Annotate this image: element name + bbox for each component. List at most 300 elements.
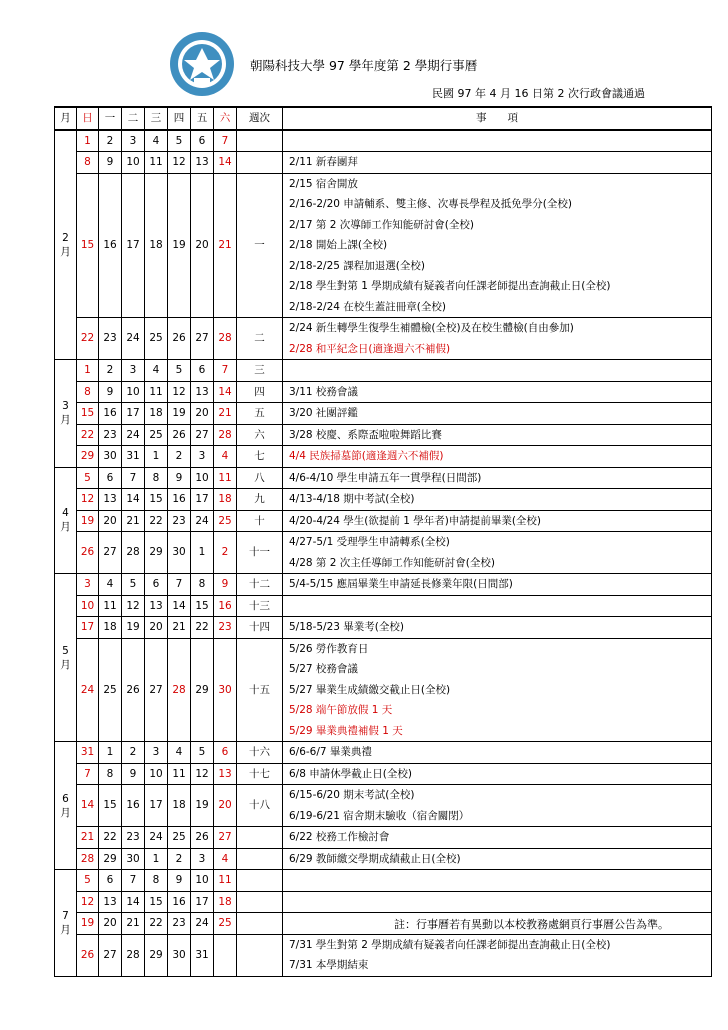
events-cell <box>283 360 712 382</box>
day-cell: 18 <box>214 489 237 511</box>
week-number-cell: 十三 <box>237 595 283 617</box>
day-cell: 4 <box>214 848 237 870</box>
day-cell: 2 <box>99 130 122 152</box>
day-cell: 17 <box>191 891 214 913</box>
month-number: 4 <box>62 507 69 520</box>
day-cell: 30 <box>168 532 191 574</box>
day-cell: 5 <box>168 360 191 382</box>
day-cell: 1 <box>145 848 168 870</box>
day-cell: 12 <box>168 152 191 174</box>
day-cell: 25 <box>168 827 191 849</box>
day-cell: 11 <box>214 467 237 489</box>
day-cell: 13 <box>191 152 214 174</box>
events-cell <box>283 403 712 425</box>
day-cell: 23 <box>168 913 191 935</box>
events-cell <box>283 827 712 849</box>
day-cell: 9 <box>99 381 122 403</box>
events-cell <box>283 489 712 511</box>
day-cell: 16 <box>99 173 122 318</box>
page-title: 朝陽科技大學 97 學年度第 2 學期行事曆 <box>250 58 478 73</box>
day-cell: 1 <box>145 446 168 468</box>
day-cell: 2 <box>168 446 191 468</box>
day-cell: 18 <box>145 173 168 318</box>
event-item: 2/11 新春團拜 <box>289 156 358 168</box>
events-cell <box>283 763 712 785</box>
day-cell: 31 <box>77 742 99 764</box>
day-cell: 5 <box>168 130 191 152</box>
events-cell <box>283 467 712 489</box>
week-row <box>55 424 712 446</box>
day-cell: 22 <box>77 424 99 446</box>
week-number-cell <box>237 152 283 174</box>
day-cell: 25 <box>145 424 168 446</box>
day-cell: 23 <box>122 827 145 849</box>
day-cell: 16 <box>168 891 191 913</box>
month-number: 2 <box>62 231 69 244</box>
day-cell: 23 <box>214 617 237 639</box>
day-cell: 31 <box>122 446 145 468</box>
month-cell <box>55 467 77 574</box>
day-cell: 14 <box>122 489 145 511</box>
week-number-cell: 十二 <box>237 574 283 596</box>
day-cell: 6 <box>191 130 214 152</box>
day-cell: 26 <box>168 318 191 360</box>
event-item: 4/4 民族掃墓節(適逢週六不補假) <box>289 450 444 462</box>
week-number-cell: 三 <box>237 360 283 382</box>
day-cell: 9 <box>168 870 191 892</box>
month-number: 5 <box>62 644 69 657</box>
university-logo <box>168 30 236 98</box>
day-cell: 22 <box>191 617 214 639</box>
day-cell: 28 <box>122 532 145 574</box>
event-item: 2/16-2/20 申請輔系、雙主修、次專長學程及抵免學分(全校) <box>289 198 572 210</box>
event-item: 7/31 學生對第 2 學期成績有疑義者向任課老師提出查詢截止日(全校) <box>289 938 611 951</box>
day-cell: 29 <box>99 848 122 870</box>
day-header-tue: 二 <box>122 107 145 130</box>
day-cell: 28 <box>122 934 145 976</box>
day-cell: 27 <box>191 424 214 446</box>
week-row <box>55 381 712 403</box>
day-cell: 11 <box>99 595 122 617</box>
day-cell: 6 <box>214 742 237 764</box>
event-item: 3/28 校慶、系際盃啦啦舞蹈比賽 <box>289 428 442 441</box>
day-cell: 6 <box>99 467 122 489</box>
events-cell <box>283 574 712 596</box>
events-cell <box>283 617 712 639</box>
events-cell <box>283 173 712 318</box>
day-cell: 30 <box>122 848 145 870</box>
day-cell: 2 <box>214 532 237 574</box>
week-number-cell <box>237 913 283 935</box>
day-cell: 7 <box>168 574 191 596</box>
week-row <box>55 489 712 511</box>
week-number-cell: 十六 <box>237 742 283 764</box>
event-item: 4/27-5/1 受理學生申請轉系(全校) <box>289 536 450 548</box>
day-cell: 19 <box>77 913 99 935</box>
day-header-thu: 四 <box>168 107 191 130</box>
event-item: 2/18-2/25 課程加退選(全校) <box>289 259 425 272</box>
day-cell: 24 <box>191 913 214 935</box>
day-cell: 24 <box>122 318 145 360</box>
day-cell: 11 <box>168 763 191 785</box>
day-cell: 15 <box>77 403 99 425</box>
day-cell: 5 <box>122 574 145 596</box>
week-number-cell: 四 <box>237 381 283 403</box>
day-cell: 28 <box>77 848 99 870</box>
day-cell: 31 <box>191 934 214 976</box>
day-cell: 14 <box>168 595 191 617</box>
day-cell: 26 <box>122 638 145 742</box>
week-number-cell: 八 <box>237 467 283 489</box>
events-cell <box>283 152 712 174</box>
events-cell <box>283 424 712 446</box>
day-cell: 7 <box>122 467 145 489</box>
day-cell: 17 <box>122 403 145 425</box>
day-cell: 18 <box>214 891 237 913</box>
day-cell: 7 <box>214 130 237 152</box>
day-cell: 12 <box>168 381 191 403</box>
month-cell <box>55 742 77 870</box>
day-cell: 16 <box>214 595 237 617</box>
day-cell: 10 <box>191 467 214 489</box>
day-cell: 25 <box>145 318 168 360</box>
day-cell: 27 <box>191 318 214 360</box>
week-row <box>55 595 712 617</box>
day-cell: 20 <box>145 617 168 639</box>
day-cell: 1 <box>191 532 214 574</box>
day-cell: 10 <box>122 152 145 174</box>
event-item: 2/18 學生對第 1 學期成績有疑義者向任課老師提出查詢截止日(全校) <box>289 280 611 292</box>
day-cell: 7 <box>214 360 237 382</box>
day-cell: 9 <box>99 152 122 174</box>
day-cell: 14 <box>214 152 237 174</box>
day-cell: 17 <box>122 173 145 318</box>
day-header-fri: 五 <box>191 107 214 130</box>
day-cell: 11 <box>214 870 237 892</box>
day-header-wed: 三 <box>145 107 168 130</box>
day-cell: 19 <box>77 510 99 532</box>
week-number-cell <box>237 891 283 913</box>
day-cell: 2 <box>168 848 191 870</box>
week-number-cell <box>237 130 283 152</box>
event-item: 4/6-4/10 學生申請五年一貫學程(日間部) <box>289 471 482 484</box>
day-cell: 15 <box>145 891 168 913</box>
month-header: 月 <box>55 107 77 130</box>
day-cell: 8 <box>77 152 99 174</box>
event-item: 3/11 校務會議 <box>289 385 358 398</box>
day-cell: 10 <box>145 763 168 785</box>
day-cell: 1 <box>77 130 99 152</box>
day-cell: 22 <box>145 913 168 935</box>
day-cell: 4 <box>168 742 191 764</box>
month-number: 7 <box>62 909 69 922</box>
week-row <box>55 617 712 639</box>
event-item: 3/20 社團評鑑 <box>289 407 358 419</box>
day-cell: 27 <box>214 827 237 849</box>
day-cell: 3 <box>122 130 145 152</box>
week-row <box>55 827 712 849</box>
month-cell <box>55 870 77 977</box>
day-cell: 25 <box>99 638 122 742</box>
event-item: 2/24 新生轉學生復學生補體檢(全校)及在校生體檢(自由參加) <box>289 322 574 334</box>
day-cell: 27 <box>99 934 122 976</box>
day-cell: 23 <box>99 424 122 446</box>
day-cell: 23 <box>168 510 191 532</box>
day-header-sat: 六 <box>214 107 237 130</box>
week-row <box>55 532 712 574</box>
day-cell: 29 <box>191 638 214 742</box>
day-cell: 7 <box>77 763 99 785</box>
day-cell: 1 <box>77 360 99 382</box>
events-cell <box>283 934 712 976</box>
day-cell: 15 <box>191 595 214 617</box>
month-cell <box>55 130 77 360</box>
day-cell: 21 <box>168 617 191 639</box>
day-header-sun: 日 <box>77 107 99 130</box>
day-cell: 17 <box>191 489 214 511</box>
day-cell: 4 <box>99 574 122 596</box>
week-row <box>55 467 712 489</box>
events-cell <box>283 532 712 574</box>
day-cell: 3 <box>77 574 99 596</box>
day-cell: 20 <box>191 173 214 318</box>
day-cell: 13 <box>191 381 214 403</box>
day-cell: 28 <box>214 424 237 446</box>
day-cell: 21 <box>122 913 145 935</box>
event-item: 4/20-4/24 學生(欲提前 1 學年者)申請提前畢業(全校) <box>289 514 542 527</box>
day-cell: 19 <box>122 617 145 639</box>
day-cell: 26 <box>168 424 191 446</box>
day-cell: 16 <box>99 403 122 425</box>
week-number-cell: 十八 <box>237 785 283 827</box>
day-cell: 21 <box>214 403 237 425</box>
week-number-cell: 五 <box>237 403 283 425</box>
day-cell: 6 <box>191 360 214 382</box>
day-cell: 19 <box>168 403 191 425</box>
day-cell: 26 <box>77 532 99 574</box>
week-row <box>55 848 712 870</box>
event-item: 5/28 端午節放假 1 天 <box>289 704 393 716</box>
day-cell: 18 <box>168 785 191 827</box>
events-cell <box>283 742 712 764</box>
event-item: 6/6-6/7 畢業典禮 <box>289 746 372 758</box>
day-cell: 14 <box>77 785 99 827</box>
month-cell <box>55 574 77 742</box>
day-cell: 5 <box>77 467 99 489</box>
day-cell: 4 <box>214 446 237 468</box>
day-cell: 3 <box>122 360 145 382</box>
month-number: 6 <box>62 792 69 805</box>
day-cell: 8 <box>145 870 168 892</box>
day-cell: 12 <box>77 489 99 511</box>
day-cell: 30 <box>168 934 191 976</box>
day-cell: 13 <box>99 891 122 913</box>
week-header: 週次 <box>237 107 283 130</box>
event-item: 5/27 畢業生成績繳交截止日(全校) <box>289 683 451 696</box>
week-number-cell: 十 <box>237 510 283 532</box>
events-cell <box>283 785 712 827</box>
day-cell: 24 <box>122 424 145 446</box>
month-suffix: 月 <box>60 245 71 258</box>
day-cell: 13 <box>214 763 237 785</box>
day-cell: 22 <box>77 318 99 360</box>
week-row <box>55 173 712 318</box>
day-cell: 8 <box>191 574 214 596</box>
day-cell: 15 <box>77 173 99 318</box>
day-cell: 11 <box>145 381 168 403</box>
week-row <box>55 763 712 785</box>
event-item: 6/22 校務工作檢討會 <box>289 831 390 843</box>
event-item: 7/31 本學期結束 <box>289 959 369 971</box>
events-cell <box>283 891 712 913</box>
events-cell <box>283 870 712 892</box>
week-row <box>55 510 712 532</box>
day-cell: 27 <box>145 638 168 742</box>
day-cell: 8 <box>99 763 122 785</box>
week-row <box>55 403 712 425</box>
week-row <box>55 638 712 742</box>
event-item: 5/26 勞作教育日 <box>289 642 369 655</box>
week-row <box>55 870 712 892</box>
event-item: 4/28 第 2 次主任導師工作知能研討會(全校) <box>289 556 495 569</box>
day-cell: 13 <box>145 595 168 617</box>
day-cell: 21 <box>122 510 145 532</box>
event-item: 2/28 和平紀念日(適逢週六不補假) <box>289 342 451 355</box>
day-cell: 9 <box>122 763 145 785</box>
events-cell <box>283 318 712 360</box>
events-cell <box>283 446 712 468</box>
week-row <box>55 785 712 827</box>
day-cell: 14 <box>214 381 237 403</box>
day-cell: 26 <box>77 934 99 976</box>
week-number-cell <box>237 934 283 976</box>
week-row <box>55 574 712 596</box>
week-number-cell: 十五 <box>237 638 283 742</box>
day-cell: 9 <box>214 574 237 596</box>
day-cell: 20 <box>214 785 237 827</box>
day-cell: 19 <box>191 785 214 827</box>
week-number-cell: 九 <box>237 489 283 511</box>
event-item: 2/18 開始上課(全校) <box>289 239 388 251</box>
event-item: 2/17 第 2 次導師工作知能研討會(全校) <box>289 218 474 231</box>
event-item: 5/18-5/23 畢業考(全校) <box>289 621 404 633</box>
day-cell: 3 <box>191 446 214 468</box>
event-item: 2/18-2/24 在校生蓋註冊章(全校) <box>289 300 446 313</box>
day-cell: 24 <box>145 827 168 849</box>
event-item: 5/27 校務會議 <box>289 663 358 675</box>
day-cell: 30 <box>214 638 237 742</box>
day-cell: 4 <box>145 360 168 382</box>
day-cell: 20 <box>191 403 214 425</box>
events-cell <box>283 381 712 403</box>
day-cell: 25 <box>214 913 237 935</box>
day-cell: 2 <box>99 360 122 382</box>
week-number-cell: 二 <box>237 318 283 360</box>
day-cell: 8 <box>145 467 168 489</box>
day-cell: 11 <box>145 152 168 174</box>
day-cell: 16 <box>122 785 145 827</box>
event-item: 6/8 申請休學截止日(全校) <box>289 767 412 780</box>
day-cell: 21 <box>214 173 237 318</box>
events-cell <box>283 130 712 152</box>
day-cell: 10 <box>122 381 145 403</box>
week-number-cell: 六 <box>237 424 283 446</box>
day-header-mon: 一 <box>99 107 122 130</box>
event-item: 5/4-5/15 應屆畢業生申請延長修業年限(日間部) <box>289 578 513 590</box>
month-suffix: 月 <box>60 521 71 534</box>
month-suffix: 月 <box>60 806 71 819</box>
day-cell: 16 <box>168 489 191 511</box>
day-cell: 8 <box>77 381 99 403</box>
week-number-cell <box>237 827 283 849</box>
day-cell: 23 <box>99 318 122 360</box>
day-cell: 6 <box>145 574 168 596</box>
event-item: 4/13-4/18 期中考試(全校) <box>289 493 415 505</box>
day-cell: 12 <box>122 595 145 617</box>
footnote: 註：行事曆若有異動以本校教務處網頁行事曆公告為準。 <box>394 918 669 931</box>
event-item: 2/15 宿舍開放 <box>289 177 358 190</box>
events-cell <box>283 595 712 617</box>
day-cell: 1 <box>99 742 122 764</box>
week-number-cell: 一 <box>237 173 283 318</box>
event-item: 6/19-6/21 宿舍期末驗收（宿舍關閉） <box>289 809 470 822</box>
events-header: 事 項 <box>283 107 712 130</box>
day-cell: 19 <box>168 173 191 318</box>
academic-calendar-table <box>54 106 712 977</box>
day-cell: 17 <box>77 617 99 639</box>
day-cell: 7 <box>122 870 145 892</box>
month-number: 3 <box>62 400 69 413</box>
week-row <box>55 446 712 468</box>
week-row <box>55 130 712 152</box>
day-cell: 5 <box>191 742 214 764</box>
week-number-cell <box>237 870 283 892</box>
day-cell: 4 <box>145 130 168 152</box>
day-cell: 28 <box>168 638 191 742</box>
day-cell: 29 <box>145 532 168 574</box>
day-cell: 20 <box>99 913 122 935</box>
week-number-cell: 十四 <box>237 617 283 639</box>
events-cell <box>283 638 712 742</box>
week-row <box>55 360 712 382</box>
week-number-cell: 十七 <box>237 763 283 785</box>
day-cell: 9 <box>168 467 191 489</box>
week-row <box>55 742 712 764</box>
day-cell: 3 <box>191 848 214 870</box>
day-cell: 24 <box>77 638 99 742</box>
month-suffix: 月 <box>60 658 71 671</box>
day-cell: 20 <box>99 510 122 532</box>
day-cell: 17 <box>145 785 168 827</box>
week-number-cell <box>237 848 283 870</box>
day-cell: 2 <box>122 742 145 764</box>
day-cell: 10 <box>77 595 99 617</box>
event-item: 5/29 畢業典禮補假 1 天 <box>289 724 403 737</box>
week-row <box>55 152 712 174</box>
day-cell: 29 <box>77 446 99 468</box>
day-cell: 27 <box>99 532 122 574</box>
week-row <box>55 891 712 913</box>
day-cell: 15 <box>145 489 168 511</box>
day-cell: 29 <box>145 934 168 976</box>
month-suffix: 月 <box>60 923 71 936</box>
day-cell: 14 <box>122 891 145 913</box>
calendar-body <box>55 130 712 977</box>
day-cell: 26 <box>191 827 214 849</box>
day-cell: 30 <box>99 446 122 468</box>
month-cell <box>55 360 77 468</box>
approval-note: 民國 97 年 4 月 16 日第 2 次行政會議通過 <box>432 87 645 100</box>
